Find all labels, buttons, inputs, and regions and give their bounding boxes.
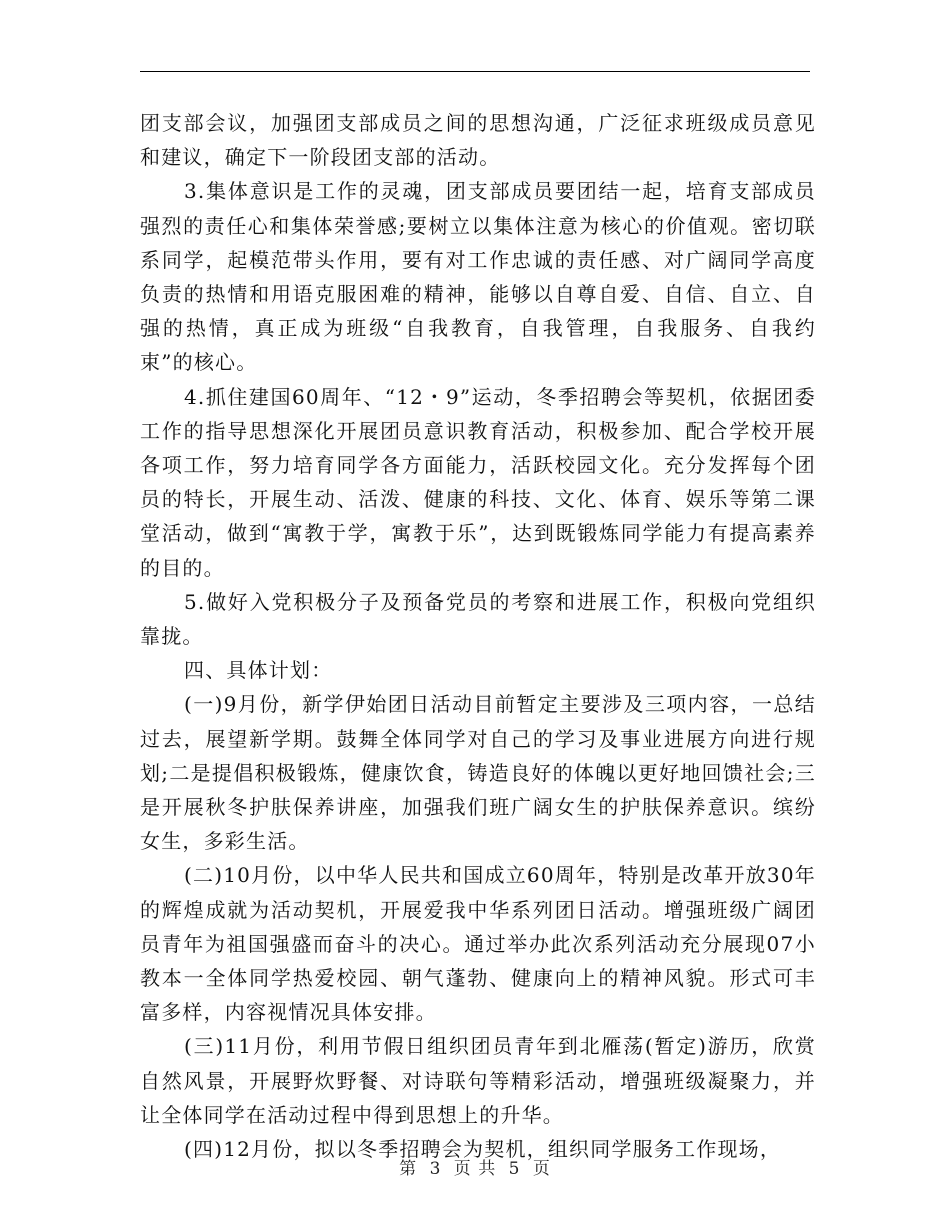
- footer-suffix: 页: [532, 1159, 551, 1179]
- paragraph-item-5: 5.做好入党积极分子及预备党员的考察和进展工作，积极向党组织靠拢。: [140, 589, 816, 649]
- header-rule: [140, 71, 810, 72]
- paragraph-plan-december: (四)12月份，拟以冬季招聘会为契机，组织同学服务工作现场，: [184, 1137, 782, 1162]
- paragraph-continuation: 团支部会议，加强团支部成员之间的思想沟通，广泛征求班级成员意见和建议，确定下一阶段团支部的活动。: [140, 111, 816, 170]
- page-footer: [0, 1154, 950, 1179]
- paragraph-plan-october: (二)10月份，以中华人民共和国成立60周年，特别是改革开放30年的辉煌成就为活动契机，开展爱我中华系列团日活动。增强班级广阔团员青年为祖国强盛而奋斗的决心。通过举办此次系列活动充分展现07小教本一全体同学热爱校园、朝气蓬勃、健康向上的精神风貌。形式可丰富多样，内容视情况具体安排。: [140, 863, 816, 1025]
- paragraph-item-4: 4.抓住建国60周年、“12・9”运动，冬季招聘会等契机，依据团委工作的指导思想深化开展团员意识教育活动，积极参加、配合学校开展各项工作，努力培育同学各方面能力，活跃校园文化。充分发挥每个团员的特长，开展生动、活泼、健康的科技、文化、体育、娱乐等第二课堂活动，做到“寓教于学，寓教于乐”，达到既锻炼同学能力有提高素养的目的。: [140, 384, 816, 580]
- document-body: [140, 106, 816, 1166]
- section-heading-plan: 四、具体计划：: [184, 658, 333, 683]
- paragraph-plan-september: (一)9月份，新学伊始团日活动目前暂定主要涉及三项内容，一总结过去，展望新学期。鼓舞全体同学对自己的学习及事业进展方向进行规划;二是提倡积极锻炼，健康饮食，铸造良好的体魄以更好地回馈社会;三是开展秋冬护肤保养讲座，加强我们班广阔女生的护肤保养意识。缤纷女生，多彩生活。: [140, 692, 816, 854]
- footer-prefix: 第: [399, 1159, 418, 1179]
- current-page-number: 3: [429, 1159, 442, 1179]
- footer-middle: 页 共: [453, 1159, 497, 1179]
- total-page-count: 5: [508, 1159, 521, 1179]
- paragraph-item-3: 3.集体意识是工作的灵魂，团支部成员要团结一起，培育支部成员强烈的责任心和集体荣誉感;要树立以集体注意为核心的价值观。密切联系同学，起模范带头作用，要有对工作忠诚的责任感、对广阔同学高度负责的热情和用语克服困难的精神，能够以自尊自爱、自信、自立、自强的热情，真正成为班级“自我教育，自我管理，自我服务、自我约束”的核心。: [140, 179, 816, 375]
- paragraph-plan-november: (三)11月份，利用节假日组织团员青年到北雁荡(暂定)游历，欣赏自然风景，开展野炊野餐、对诗联句等精彩活动，增强班级凝聚力，并让全体同学在活动过程中得到思想上的升华。: [140, 1034, 816, 1127]
